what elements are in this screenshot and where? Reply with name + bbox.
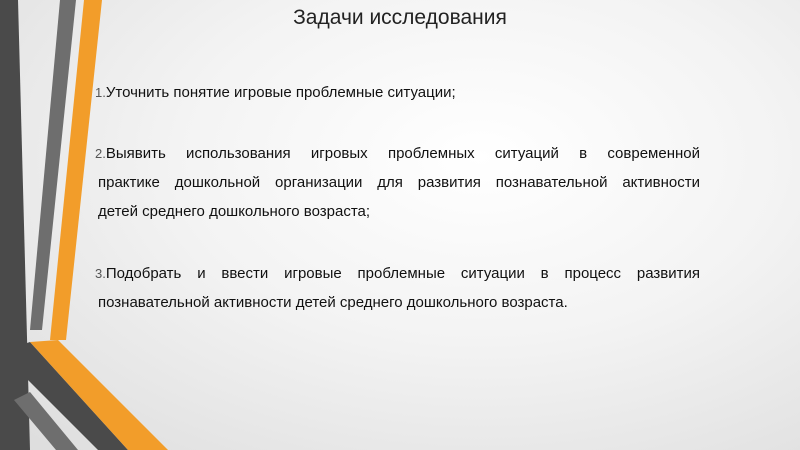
task-text-line: практике дошкольной организации для развития познавательной активности (98, 174, 700, 191)
task-number: 2. (95, 146, 106, 161)
left-dark-stripe (0, 0, 30, 450)
task-number: 1. (95, 85, 106, 100)
task-text-line: Уточнить понятие игровые проблемные ситуации; (105, 84, 456, 101)
task-text-line: Выявить использования игровых проблемных ситуаций в современной (105, 145, 700, 162)
task-text-line: познавательной активности детей среднего дошкольного возраста. (98, 294, 568, 311)
task-item-3 (95, 259, 700, 317)
slide-title: Задачи исследования (293, 6, 507, 29)
task-number: 3. (95, 266, 106, 281)
task-item-1 (95, 78, 700, 107)
task-text-line: детей среднего дошкольного возраста; (98, 203, 371, 220)
task-item-2 (95, 139, 700, 226)
task-text-line: Подобрать и ввести игровые проблемные ситуации в процесс развития (105, 265, 700, 282)
